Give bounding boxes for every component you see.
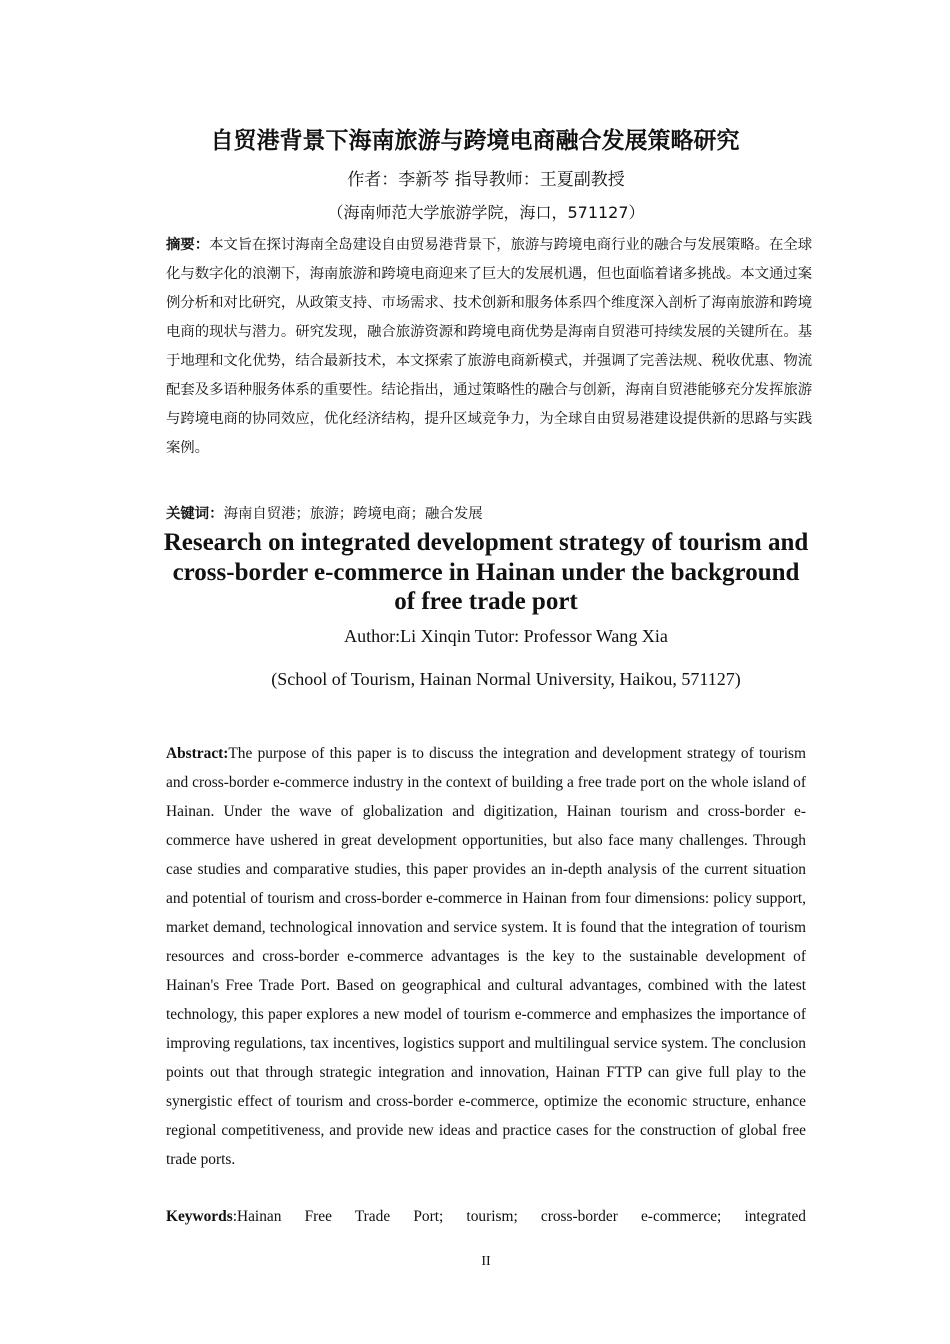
chinese-affiliation: （海南师范大学旅游学院，海口，571127） [327,203,645,222]
english-author-line: Author:Li Xinqin Tutor: Professor Wang Xia [344,626,668,646]
chinese-author-line: 作者：李新芩 指导教师：王夏副教授 [347,170,625,190]
chinese-keywords [166,500,812,528]
chinese-keywords-text: 海南自贸港；旅游；跨境电商；融合发展 [223,506,483,522]
english-keywords-text: :Hainan Free Trade Port; tourism; cross-border e-commerce; integrated [232,1208,806,1225]
english-abstract-text: The purpose of this paper is to discuss the integration and development strategy of tourism and cross-border e-commerce industry in the context of building a free trade port on the whole island of Hainan. Under the wave of globalization and digitization, Hainan tourism and cross-border e-commerce have ushered in great development opportunities, but also face many challenges. Through case studies and comparative studies, this paper provides an in-depth analysis of the current situation and potential of tourism and cross-border e-commerce in Hainan from four dimensions: policy support, market demand, technological innovation and service system. It is found that the integration of tourism resources and cross-border e-commerce advantages is the key to the sustainable development of Hainan's Free Trade Port. Based on geographical and cultural advantages, combined with the latest technology, this paper explores a new model of tourism e-commerce and emphasizes the importance of improving regulations, tax incentives, logistics support and multilingual service system. The conclusion points out that through strategic integration and innovation, Hainan FTTP can give full play to the synergistic effect of tourism and cross-border e-commerce, optimize the economic structure, enhance regional competitiveness, and provide new ideas and practice cases for the construction of global free trade ports. [166,745,806,1168]
chinese-title: 自贸港背景下海南旅游与跨境电商融合发展策略研究 [210,128,740,154]
english-abstract [166,739,806,1174]
english-title: Research on integrated development strategy of tourism and cross-border e-commerce in Hainan under the background of free trade port [163,529,809,615]
chinese-abstract [166,231,812,463]
chinese-abstract-text: 本文旨在探讨海南全岛建设自由贸易港背景下，旅游与跨境电商行业的融合与发展策略。在全球化与数字化的浪潮下，海南旅游和跨境电商迎来了巨大的发展机遇，但也面临着诸多挑战。本文通过案例分析和对比研究，从政策支持、市场需求、技术创新和服务体系四个维度深入剖析了海南旅游和跨境电商的现状与潜力。研究发现，融合旅游资源和跨境电商优势是海南自贸港可持续发展的关键所在。基于地理和文化优势，结合最新技术，本文探索了旅游电商新模式，并强调了完善法规、税收优惠、物流配套及多语种服务体系的重要性。结论指出，通过策略性的融合与创新，海南自贸港能够充分发挥旅游与跨境电商的协同效应，优化经济结构，提升区域竞争力，为全球自由贸易港建设提供新的思路与实践案例。 [166,237,812,456]
chinese-keywords-label: 关键词： [166,506,224,522]
page-number: II [481,1254,491,1269]
english-keywords-label: Keywords [166,1208,233,1225]
chinese-abstract-label: 摘要： [166,237,210,253]
english-keywords [166,1202,806,1231]
english-abstract-label: Abstract: [166,745,229,762]
english-affiliation: (School of Tourism, Hainan Normal University, Haikou, 571127) [271,669,741,689]
